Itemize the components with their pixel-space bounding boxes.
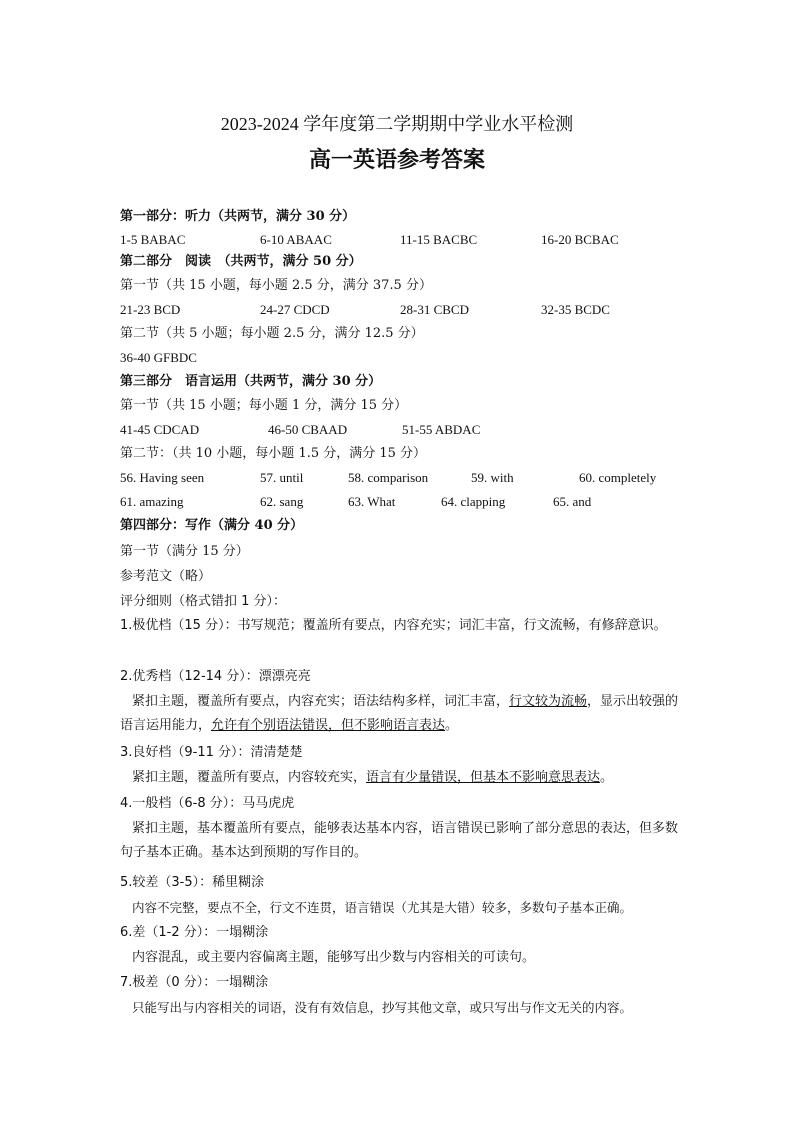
level2-text: ，显示出较强的语言运用能力， <box>120 694 679 733</box>
level2-text: 紧扣主题，覆盖所有要点，内容充实；语法结构多样，词汇丰富， <box>132 694 510 709</box>
part3-answer: 62. sang <box>260 494 304 509</box>
part2-answer: 24-27 CDCD <box>260 302 330 317</box>
rubric-level6-body: 内容混乱，或主要内容偏离主题，能够写出少数与内容相关的可读句。 <box>132 950 536 965</box>
rubric-level5-title: 5.较差（3-5）：稀里糊涂 <box>120 875 265 890</box>
rubric-level6-title: 6.差（1-2 分）：一塌糊涂 <box>120 925 269 940</box>
rubric-level4-title: 4.一般档（6-8 分）：马马虎虎 <box>120 796 295 811</box>
part3-answer: 60. completely <box>579 470 657 485</box>
part3-answer: 57. until <box>260 470 304 485</box>
part3-answer: 61. amazing <box>120 494 184 509</box>
part3-answer: 56. Having seen <box>120 470 205 485</box>
rubric-level3-body <box>120 766 680 790</box>
part1-answer: 16-20 BCBAC <box>541 232 619 247</box>
document-subtitle: 高一英语参考答案 <box>308 147 485 172</box>
part2-section2-heading: 第二节（共 5 小题；每小题 2.5 分，满分 12.5 分） <box>120 326 424 341</box>
level3-text: 。 <box>600 770 614 785</box>
rubric-level7-title: 7.极差（0 分）：一塌糊涂 <box>120 975 269 990</box>
rubric-level4-body: 紧扣主题，基本覆盖所有要点，能够表达基本内容，语言错误已影响了部分意思的表达，但多数句子基本正确。基本达到预期的写作目的。 <box>120 821 679 860</box>
part2-answer: 21-23 BCD <box>120 302 181 317</box>
part3-answer: 65. and <box>553 494 592 509</box>
part1-answer: 11-15 BACBC <box>400 232 478 247</box>
part3-answer: 41-45 CDCAD <box>120 422 200 437</box>
part3-section2-heading: 第二节：（共 10 小题，每小题 1.5 分，满分 15 分） <box>120 446 427 461</box>
rubric-level1: 1.极优档（15 分）：书写规范；覆盖所有要点，内容充实；词汇丰富，行文流畅，有修辞意识。 <box>120 618 667 633</box>
level3-text: 紧扣主题，覆盖所有要点，内容较充实， <box>132 770 367 785</box>
part3-heading: 第三部分 语言运用（共两节，满分 30 分） <box>120 374 382 389</box>
part4-heading: 第四部分：写作（满分 40 分） <box>120 518 304 533</box>
part4-sample-essay: 参考范文（略） <box>120 569 212 584</box>
part4-section1: 第一节（满分 15 分） <box>120 544 249 559</box>
rubric-level5-body: 内容不完整，要点不全，行文不连贯，语言错误（尤其是大错）较多，多数句子基本正确。 <box>132 900 633 915</box>
part2-heading: 第二部分 阅读 （共两节，满分 50 分） <box>120 254 362 269</box>
level2-underlined-text: 行文较为流畅 <box>509 694 588 709</box>
part2-answer: 28-31 CBCD <box>400 302 469 317</box>
part3-answer: 59. with <box>471 470 514 485</box>
document-title: 2023-2024 学年度第二学期期中学业水平检测 <box>220 114 574 134</box>
part3-answer: 63. What <box>348 494 396 509</box>
level2-text: 。 <box>445 718 459 733</box>
level3-underlined-text: 语言有少量错误，但基本不影响意思表达 <box>366 770 601 785</box>
rubric-level7-body: 只能写出与内容相关的词语，没有有效信息，抄写其他文章，或只写出与作文无关的内容。 <box>132 1000 633 1015</box>
part3-answer: 64. clapping <box>441 494 506 509</box>
part2-answer: 36-40 GFBDC <box>120 350 197 365</box>
part1-answer: 1-5 BABAC <box>120 232 186 247</box>
rubric-level2-body <box>120 690 680 738</box>
part3-answer: 46-50 CBAAD <box>268 422 348 437</box>
level2-underlined-text: 允许有个别语法错误，但不影响语言表达 <box>211 718 446 733</box>
rubric-level2-title: 2.优秀档（12-14 分）：漂漂亮亮 <box>120 669 311 684</box>
part3-answer: 51-55 ABDAC <box>402 422 481 437</box>
part1-answer: 6-10 ABAAC <box>260 232 332 247</box>
rubric-title: 评分细则（格式错扣 1 分）： <box>120 594 287 609</box>
part2-section1-heading: 第一节（共 15 小题，每小题 2.5 分，满分 37.5 分） <box>120 278 432 293</box>
part2-answer: 32-35 BCDC <box>541 302 610 317</box>
rubric-level3-title: 3.良好档（9-11 分）：清清楚楚 <box>120 745 303 760</box>
part3-section1-heading: 第一节（共 15 小题；每小题 1 分，满分 15 分） <box>120 398 408 413</box>
part1-heading: 第一部分：听力（共两节，满分 30 分） <box>120 209 356 224</box>
part3-answer: 58. comparison <box>348 470 429 485</box>
